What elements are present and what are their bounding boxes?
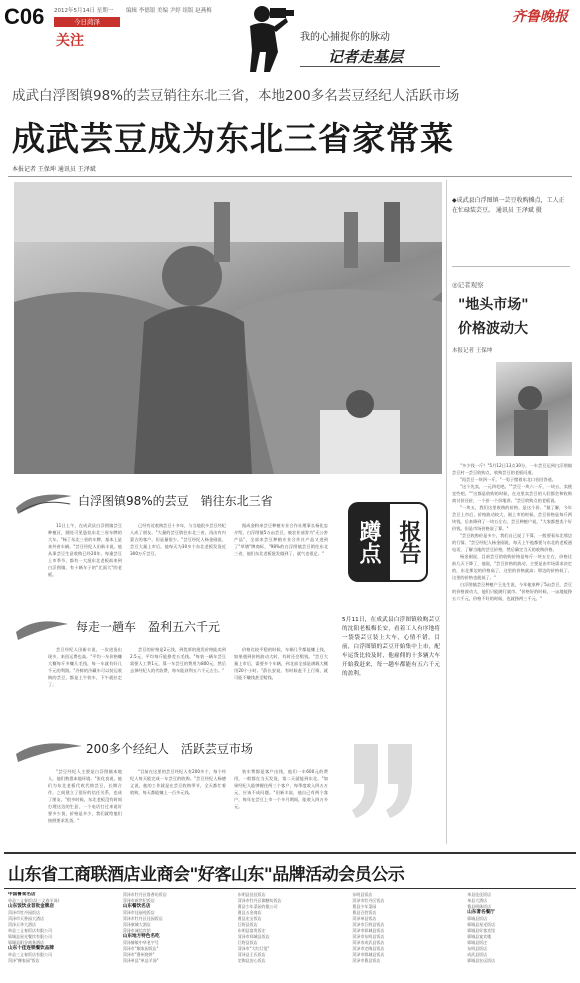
ad-column <box>352 892 459 980</box>
ad-list-item: 巨野县饭店 <box>237 922 258 927</box>
ad-list-item: 郓城县饭庄 <box>467 940 488 945</box>
ad-list-item: 菏泽单县饭店 <box>352 916 377 921</box>
ad-list-item: 单县大酒店 <box>467 898 488 903</box>
photo-caption: ◆成武县白浮图镇一芸豆收购摊点，工人正在忙碌装芸豆。 通讯员 王泽斌 摄 <box>452 197 565 214</box>
ad-list-item: 菏泽市郓城县饭店 <box>352 928 385 933</box>
ad-list-item: 山东十佳连锁餐饮品牌 <box>8 946 54 951</box>
ad-list-item: 菏泽市牡丹区饭店 <box>352 898 385 903</box>
ad-list-item: 菏泽天华大酒店 <box>8 922 36 927</box>
market-text <box>452 462 572 840</box>
ad-column <box>8 892 115 980</box>
subhead-1: 白浮图镇98%的芸豆 销往东北三省 <box>78 494 273 508</box>
slogan: 我的心捕捉你的脉动 <box>300 32 390 43</box>
ad-list-item: 菏泽康城大酒店 <box>122 922 151 927</box>
column-title: 记者走基层 <box>328 48 404 66</box>
issue-date: 2012年5月14日 星期一 <box>54 8 114 14</box>
page-header <box>0 0 580 74</box>
ad-list-item: 菏泽市巨野县饭店 <box>352 922 385 927</box>
ad-list-item: 菏泽市"曹州烧饼" <box>122 952 155 957</box>
ad-list-item: 巨野县饭店 <box>237 940 258 945</box>
market-photo <box>496 362 572 456</box>
headline: 成武芸豆成为东北三省家常菜 <box>12 119 454 158</box>
kicker: 成武白浮图镇98%的芸豆销往东北三省，本地200多名芸豆经纪人活跃市场 <box>12 88 460 104</box>
ad-list-item: 郓城县宏远饭店 <box>467 958 496 963</box>
green-bean-icon <box>14 734 84 764</box>
column-underline <box>300 66 440 67</box>
body-col-1a: 11日上午，在成武县白浮图镇芸豆种植区，随处可见悬挂东北三省车牌的大车。"杨丁东北三省的车牌，基本上是来外省车辆。"芸豆经纪人田新丰说，他从事芸豆生意收购已经20年，每逢芸豆上市季节，都有一大批东北老板前来到白浮图镇，有十辆车子的"尤面大"的老板。 <box>48 523 122 577</box>
green-bean-icon <box>14 486 74 516</box>
ad-list-item: 单县佳佳饭店 <box>467 892 492 897</box>
ad-list-item: 山东餐饮名店 <box>122 904 151 909</box>
ad-column <box>123 892 230 980</box>
ad-list-item: 定陶县安心饭店 <box>237 958 266 963</box>
staff-credits: 编辑 李德银 美编 尹婷 组版 赵燕梅 <box>126 8 212 14</box>
ad-list-item: 曹县少年菜园有限公司 <box>237 904 278 909</box>
body-col-1b: 已经有近收购芸豆十多年，与当地很多芸豆经纪人成了朋友。"大量的芸豆销往东北三省，再出有内蒙古的客户，但是量很少。"芸豆经纪人杨金刚说，芸豆大量上市后，他每天为30多个东北老板发货近300万斤芸豆。 <box>130 523 226 556</box>
ad-list-item: 菏泽市牡丹区鲁香坊饭店 <box>122 892 167 897</box>
column-divider <box>446 180 447 844</box>
reporter-silhouette-icon <box>240 2 298 72</box>
ad-list-item: 菏泽市成武县饭店 <box>352 940 385 945</box>
ad-list-item: 曹县少年菜园 <box>352 904 377 909</box>
paper-logo: 齐鲁晚报 <box>512 9 568 25</box>
ad-list-item: 单县三义春饭店(三义春羊汤) <box>8 898 60 903</box>
ad-top-rule <box>4 852 576 854</box>
ad-list-item: 曹县宏宝饭店 <box>237 916 262 921</box>
market-title-2: 价格波动大 <box>458 321 528 337</box>
ad-list-item: 菏泽赫敏中华老字号 <box>122 940 159 945</box>
market-label: ◎记者观察 <box>452 281 484 289</box>
ad-list-item: 菏泽市"大红灯笼" <box>237 946 270 951</box>
ad-list-item: 菏泽市鄄城县饭店 <box>352 952 385 957</box>
body-col-1c: 据成金粉来芸豆种植专业合作社理事长杨化忠介绍，白浮图镇5万亩芸豆，被农业部誉为"无公害产品"，全部来芸豆种植专业合作社产品又进到了"草塘"牌商标，"98%的白浮图镇芸豆销往东北三省，他们东北老板批发做到了，就气也很足。" <box>234 523 328 556</box>
comment-text: 5月11日，在成武县白浮图镇收购芸豆的沈阳老板梅长安，看着工人有序地将一袋袋芸豆装上大车，心情不错。目前，白浮图镇的芸豆开始集中上市，配车运货比较及时，他雇佣的十多辆大车开始我赶来，每一趟车都能有五六千元的盈利。 <box>342 617 440 677</box>
ad-list-item: 东明县富贵饭庄 <box>237 928 266 933</box>
ad-list-item: 菏泽单县"单县羊汤" <box>122 958 159 963</box>
ad-list-item: 菏泽市佳丽苑饭店 <box>122 910 155 915</box>
badge-tag-2: 报告 <box>388 502 428 582</box>
ad-list-item: 菏泽市牡丹园饭店 <box>8 910 40 915</box>
ad-list-item: 曹县明珠饭店 <box>467 904 492 909</box>
ad-list-item: 菏泽县王氏饭店 <box>237 952 266 957</box>
body-col-3c: 装车费都是客户出钱，他们一车600元的费用，一般都在当天发货，第二天就能到东北。"如果经纪人能够握住两三个客户，每季度收入四五万元，应该不成问题。"田新丰说，他自己有两个客户，每年在芸豆上市一个多月期间，能收入四万多元。 <box>234 769 328 809</box>
body-col-2a: 芸豆经纪人田新丰说，一次进货出现多，来回运费也高。"平均一车价格赚大概每斤多赚几毛钱，每一车就有好几千元的利润。"冷鲜的冷藏车可以装运收购的芸豆，都是上午装车，下午就拉走了。 <box>48 647 122 687</box>
ad-list-item: 菏泽市郓城县饭店 <box>237 934 270 939</box>
ad-list-item: 东明县饭店 <box>352 892 373 897</box>
quote-mark-icon <box>350 740 420 820</box>
market-byline: 本报记者 王保坤 <box>452 348 493 354</box>
ad-list-item: 菏泽市牡丹区佳园饭店 <box>122 916 163 921</box>
top-divider <box>8 176 572 177</box>
market-paragraph: "多少钱一斤？"5月12日13点30分，一车芸豆运到白浮图镇芸豆村一芸豆收购点，收购芸豆的老板问道。 <box>452 463 572 475</box>
ad-list-item: 郓城县宴宾楼 <box>467 934 492 939</box>
ad-list-item: 单县三义春饭店有限公司 <box>8 952 52 957</box>
ad-list-item: 菏泽市牡丹区御膳坊饭店 <box>237 898 282 903</box>
ad-list-item: 东明县佳佳饭店 <box>237 892 266 897</box>
ad-list-item: 菏泽市新世纪饭店 <box>122 898 155 903</box>
section-tag: 今日菏泽 <box>54 17 120 27</box>
byline: 本报记者 王保坤 通讯员 王泽斌 <box>12 166 96 173</box>
ad-list-item: 曹县百姓饭店 <box>352 910 377 915</box>
market-paragraph: "这个先卖，一元四毛吧。""芸豆一块六一斤，一块五，卖便宜些吧。""这都是收购的时候，在这里卖芸豆的人们都会和收购商讨价还价，一个价一个价地讲。"芸豆收购点的老板说。 <box>452 484 572 503</box>
badge-tag-1: 蹲点 <box>348 502 388 582</box>
ad-list <box>8 892 574 980</box>
body-col-3a: "芸豆经纪人主要是白浮图镇本地人，他们熟悉本地环境。"张化良说，他们为东北老板代收代购芸豆，长期合作，之间建立了很好的信任关系，也成了朋友。"很多时候，东北老板没有时间打理这边的生意，一个电话打过来说好要多少货，价格是多少，我们就给他们按照要求发货。" <box>48 769 122 823</box>
green-bean-icon <box>14 612 70 642</box>
ad-list-item: 郓城县星光饭店 <box>467 922 496 927</box>
ad-list-item: 成武县饭店 <box>467 952 488 957</box>
ad-list-item: 东明县饭店 <box>467 946 488 951</box>
ad-list-item: 菏泽市"顺家园饭店" <box>122 946 159 951</box>
ad-column <box>238 892 345 980</box>
body-col-3b: "目前在这里的芸豆经纪人有200多个，每个经纪人每天能完成一车芸豆的收购。"芸豆经纪人杨德义说，他的工作就是在芸豆收购季节，全天都忙着收购，每天都能赚上一百多元钱。 <box>130 769 226 795</box>
ad-list-item: 菏泽"狮家园"饭店 <box>8 958 40 963</box>
ad-column <box>467 892 574 980</box>
section-title: 关注 <box>56 33 84 49</box>
ad-list-item: 山东饭饮业首批金牌店 <box>8 904 54 909</box>
caption-rule <box>452 266 570 267</box>
market-paragraph: "芸豆收购价是多少，我们自己说了不算，一般要看东北那边的行情。"芸豆经纪人杨金刚说，每天上午他都要与东北的老板通电话，了解当地的芸豆价格，然后确定当天的收购价格。 <box>452 533 572 552</box>
ad-list-item: 菏泽市曹县饭店 <box>352 958 381 963</box>
ad-list-item: 单县三义春饭店有限公司 <box>8 928 52 933</box>
ad-list-item: 菏泽市定陶县饭店 <box>352 946 385 951</box>
body-col-2c: 价格比较平稳的时候，车辆几乎都能赚上钱，如果遇到价格波动大时，有时还会赔钱。"芸豆大量上市后，需要多个车辆，到北部全部是满载大概用20个小时。"薛长安说，有时候赶不上行情，就可能不赚钱甚至赔钱。 <box>234 647 328 680</box>
ad-list-item: 郓城县阳谷商务酒店 <box>8 940 44 945</box>
ad-list-item: 菏泽市东明县饭店 <box>352 934 385 939</box>
comment-badge <box>346 500 430 584</box>
market-paragraph: 杨金刚说，目前芸豆的收购价格是每斤一块五左右，价格比前几天下降了，他说，"芸豆价格的波动，主要是由市场需求决定的，东北那边的价格高了，这里的价格就高；那边的价格低了，这里的价格也就低了。" <box>452 554 572 580</box>
ad-list-item: 郓城县好客宾馆 <box>467 928 496 933</box>
subhead-3: 200多个经纪人 活跃芸豆市场 <box>86 742 253 756</box>
page-number: C06 <box>4 4 45 29</box>
market-paragraph: 白浮图镇芸豆种植户王先生说，今年他家种了5亩芸豆，芸豆的价格波动大，他们只能随行就市。"价格好的时候，一亩地能挣五六千元，价格不好的时候，也就挣两三千元。" <box>452 582 572 601</box>
ad-list-item: 山东地方特色名吃 <box>122 934 160 939</box>
ad-list-item: 郓城县饭店 <box>467 916 488 921</box>
subhead-2: 每走一趟车 盈利五六千元 <box>76 620 221 634</box>
market-paragraph: "再芸豆一块四一斤。"一男子摆着东北口音回答道。 <box>460 477 556 482</box>
market-paragraph: "一块五，我们这里收购的价格，是这个价。"据了解，今年芸豆上市后，价格波动较大，刚上市的时候，芸豆价格是每斤两块钱，后来降到了一块五左右，芸豆种植户说，"大家都想卖个好价钱，但是市场价格说了算。" <box>452 505 572 531</box>
body-col-2b: 芸豆的价格是2元钱，到优厚的批发价格能卖到2.5元，平均每斤能挣差五毛钱。"每装一辆车芸豆需要人工费1元，算一车芸豆的费用为800元，然后去掉经纪人的代收费，每车能获利五六千元左右。" <box>130 647 226 673</box>
main-photo <box>14 182 442 474</box>
ad-list-item: 曹县五金商店 <box>237 910 262 915</box>
ad-list-item: 郓城县星光餐饮有限公司 <box>8 934 52 939</box>
ad-list-item: 山东著名餐厅 <box>467 910 495 915</box>
ad-list-item: 菏泽市天香园大酒店 <box>8 916 44 921</box>
ad-list-item: 菏泽市诚信宾馆 <box>122 928 151 933</box>
market-title-1: "地头市场" <box>458 297 529 313</box>
ad-title: 山东省工商联酒店业商会"好客山东"品牌活动会员公示 <box>8 865 405 885</box>
ad-mid-rule <box>4 888 576 889</box>
ad-list-item: 中国鲁菜名店 <box>8 892 36 897</box>
